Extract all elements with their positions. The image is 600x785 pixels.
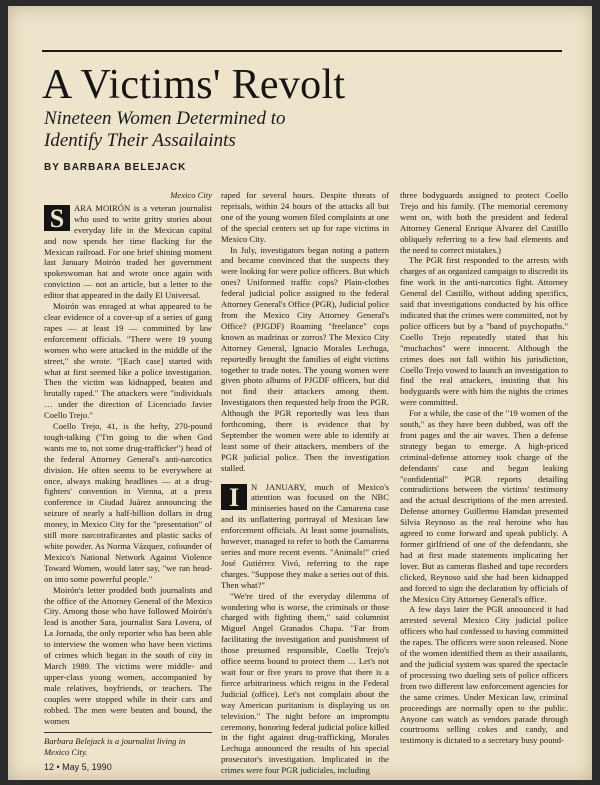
paragraph: three bodyguards assigned to protect Coello Trejo and his family. (The memorial ceremony went on, with both the president and federal Attorney General Enrique Alvarez del Castillo obliquely referring to a few bad elements and the need to correct mistakes.) xyxy=(400,190,568,255)
column-3 xyxy=(400,190,568,746)
paragraph: Coello Trejo, 41, is the hefty, 270-pound tough-talking ("I'm going to die when God wants me to, not some drug-trafficker") head of the federal Attorney General's anti-narcotics division. He often seems to be everywhere at once, always making headlines — at a drug-fighters' convention in Vienna, at a press conference in Ciudad Juárez announcing the seizure of nearly a half-billion dollars in drug money, in Mexico City for the "presentation" of still more narcotraficantes and plastic sacks of white powder. As Norma Vázquez, cofounder of Mexico's National Network Against Violence Toward Women, would later say, "we ran head-on into some powerful people." xyxy=(44,421,212,584)
bio-rule xyxy=(44,732,212,733)
paragraph: "We're tired of the everyday dilemma of wondering who is worse, the criminals or those charged with fighting them," said columnist Miguel Angel Granados Chapa. "Far from facilitating the investigation and punishment of those presumed responsible, Coello Trejo's office seems bound to protect them … Let's not wait four or five years to prove that there is a fierce arbitrariness which reigns in the Federal Judicial (office). Let's not complain about the way American puritanism is displaying us on television." The night before an impromptu ceremony, honoring federal judicial police killed in the fight against drug-trafficking, Morales Lechuga announced the results of his special prosecutor's investigation. Implicated in the crimes were four PGR judiciales, including xyxy=(221,590,389,776)
paragraph: raped for several hours. Despite threats of reprisals, within 24 hours of the attacks all but one of the young women filed complaints at one of the special centers set up for rape victims in Mexico City. xyxy=(221,190,389,244)
column-1 xyxy=(44,190,212,726)
paragraph: S ARA MOIRÓN is a veteran journalist who used to write gritty stories about everyday life in the Mexican capital and now spends her time flacking for the Mexican railroad. For one brief shining moment last January Moirón traded her government spokeswoman hat and wrote once again with conviction — not an article, but a letter to the editor that appeared in the daily El Universal. xyxy=(44,202,212,301)
dateline: Mexico City xyxy=(170,190,212,200)
headline: A Victims' Revolt xyxy=(42,62,346,108)
drop-cap: I xyxy=(221,484,247,510)
paragraph: A few days later the PGR announced it had arrested several Mexico City judicial police officers who had confessed to having committed the rapes. The officers were soon released. None of the women identified them as their assailants, and the judicial system was spared the spectacle of processing two dueling sets of police officers from two different law enforcement agencies for the same crimes. Under Mexican law, criminal proceedings are normally open to the public. Anyone can watch as vendors parade through courtrooms selling cokes and candy, and testimony is dictated to a secretary busy pound- xyxy=(400,604,568,746)
paragraph: I N JANUARY, much of Mexico's attention was focused on the NBC miniseries based on the Camarena case and its unflattering portrayal of Mexican law enforcement officials. At least some journalists, however, managed to refer to both the Camarena series and more recent events. "Animals!" cried José Gutiérrez Vivó, referring to the rape charges. "Suppose they make a series out of this. Then what?" xyxy=(221,481,389,590)
magazine-page xyxy=(8,6,592,780)
byline: BY BARBARA BELEJACK xyxy=(44,162,187,173)
author-bio: Barbara Belejack is a journalist living in Mexico City. xyxy=(44,736,186,757)
drop-cap: S xyxy=(44,205,70,231)
paragraph: The PGR first responded to the arrests with charges of an organized campaign to discredit its fine work in the anti-narcotics fight. Attorney General del Castillo, without adding specifics, said that investigations conducted by his office indicated that the crimes were committed, not by police officers but by a "band of psychopaths." Coello Trejo repeatedly stated that his "muchachos" were innocent. Although the crimes does not fall within his jurisdiction, Coello Trejo vowed to launch an investigation to find the real attackers, insisting that his bodyguards were with him the nights the crimes were committed. xyxy=(400,255,569,408)
column-2 xyxy=(221,190,389,776)
top-rule xyxy=(42,50,562,52)
paragraph: Moirón was enraged at what appeared to be clear evidence of a cover-up of a series of gang rapes — at least 19 — committed by law enforcement officials. "There were 19 young women who were attacked in the middle of the street," she wrote. "[Each case] started with what at first seemed like a police investigation. Then the victim was kidnapped, beaten and brutally raped." The attackers were "individuals … under the direction of Licenciado Javier Coello Trejo." xyxy=(44,301,212,421)
paragraph: Moirón's letter prodded both journalists and the office of the Attorney General of the Mexico City. Among those who have followed Moirón's lead is another Sara, journalist Sara Lovera, of La Jornada, the only reporter who has been able to interview the women who have been victims of crimes which began in the south of city in March 1989. The victims were middle- and upper-class young women, accompanied by male relatives, boyfriends, or teachers. The couples were stopped while in their cars and robbed. The men were beaten and bound, the women xyxy=(44,584,212,726)
section-gap xyxy=(221,474,389,482)
deck: Nineteen Women Determined to Identify Their Assailaints xyxy=(44,108,286,151)
page-folio: 12 • May 5, 1990 xyxy=(44,762,112,772)
paragraph: For a while, the case of the "19 women of the south," as they have been dubbed, was off the front pages and the air waves. Then a defense strategy began to emerge. A high-priced criminal-defense attorney took charge of the defendants' case and began leaking "confidential" PGR reports detailing contradictions between the victims' testimony and the actual descriptions of the men arrested. Defense attorney Guillermo Hamdan presented Silvia Reynoso as the real heroine who has agreed to come forward and speak publicly. A former girlfriend of one of the defendants, she had at first made statements implicating her lover. But as cameras flashed and tape recorders clicked, Reynoso said she had been kidnapped and forced to sign the declaration by officials of the Mexico City Attorney General's office. xyxy=(400,408,568,604)
paragraph: In July, investigators began noting a pattern and became convinced that the suspects they were looking for were police officers. But which ones? Uniformed traffic cops? Plain-clothes federal judicial police assigned to the federal Attorney General's Office (PGR), Judicial police from the Mexico City Attorney General's Office? (PJGDF) Roaming "freelance" cops known as madrinas or zorros? The Mexico City Attorney General, Ignacio Morales Lechuga, reportedly brought the families of eight victims together to trade notes. The young women were given photo albums of PJGDF officers, but did not find their attackers among them. Investigators then requested help from the PGR. Although the PGR reportedly was less than forthcoming, there is evidence that by September the women were able to identify at least some of their attackers, members of the PGR judicial police. Then the investigation stalled. xyxy=(221,244,389,473)
